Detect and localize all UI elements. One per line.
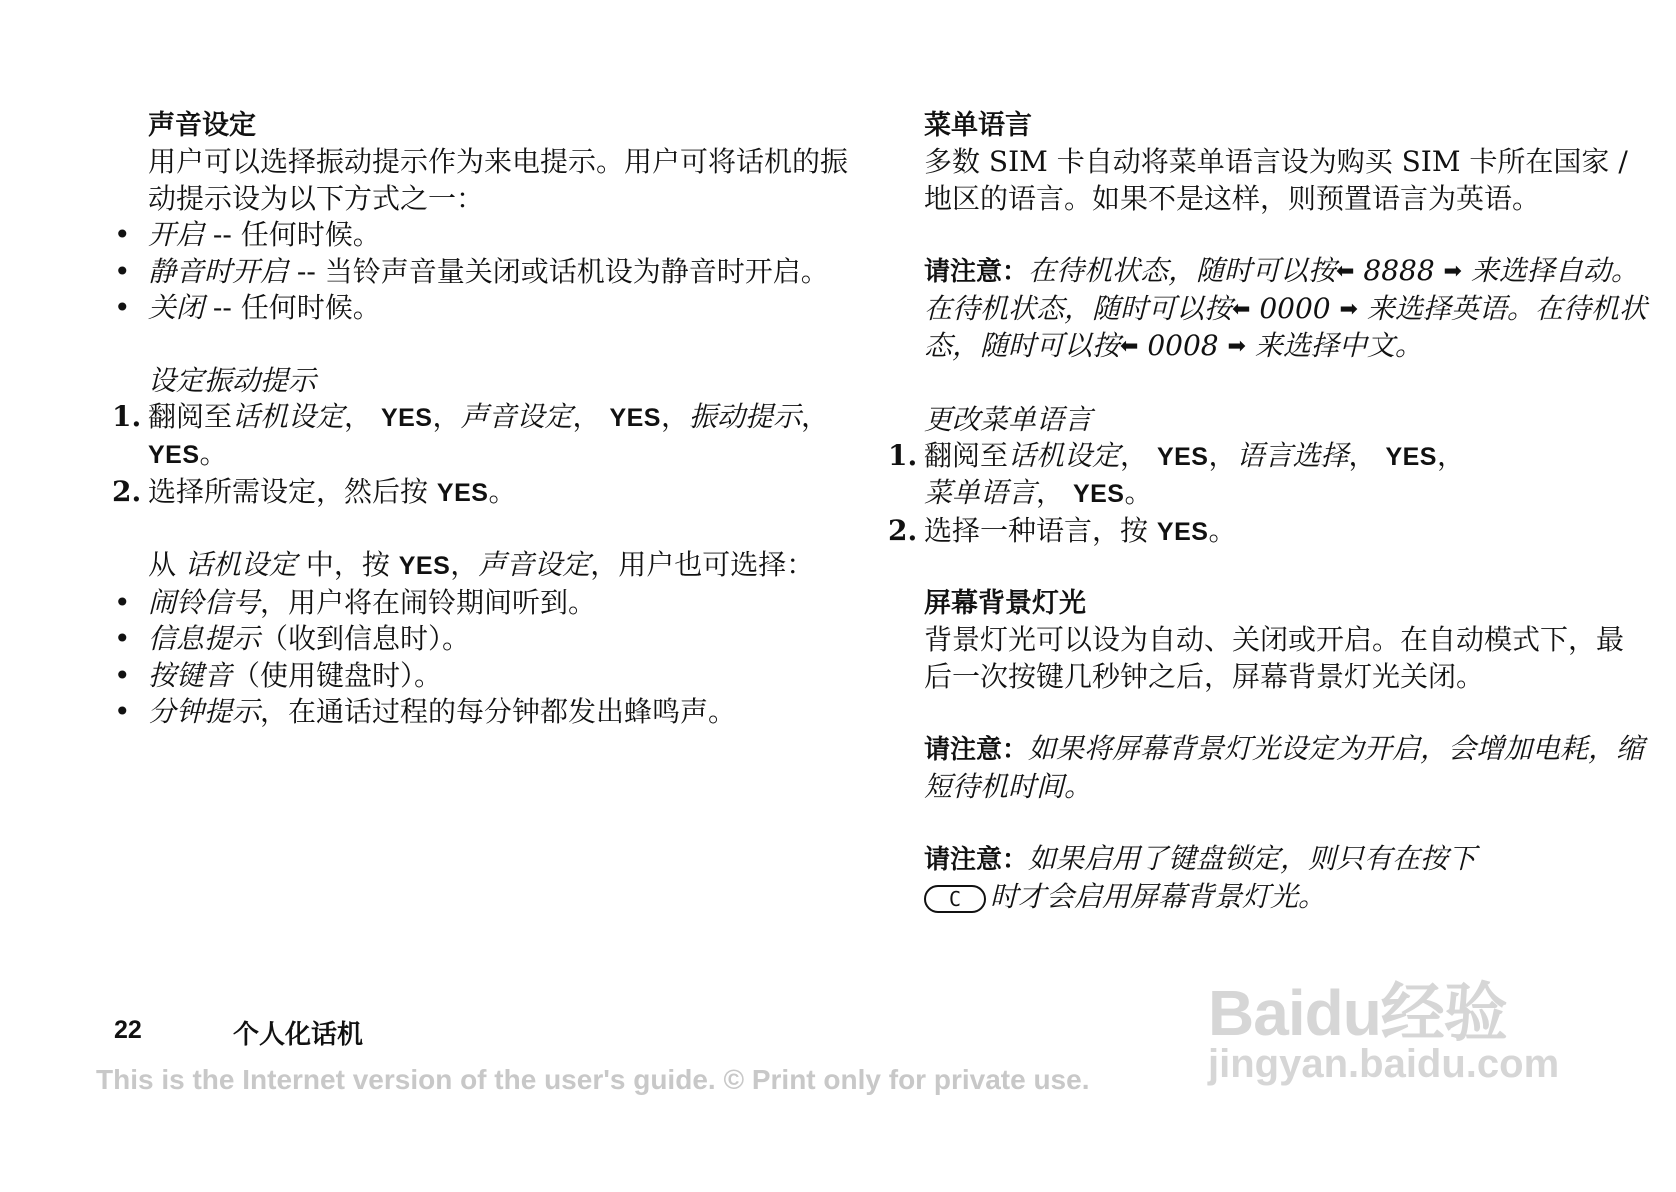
menu-term: 声音设定	[478, 548, 591, 581]
key-code: 0008	[1147, 329, 1219, 362]
list-item	[112, 694, 852, 731]
menu-term: 声音设定	[460, 399, 573, 433]
step-number: 1.	[888, 438, 918, 472]
vibrate-alert-heading: 设定振动提示	[148, 363, 317, 397]
bullet: •	[114, 254, 131, 288]
note-text: 来选择中文。	[1254, 329, 1423, 362]
bullet: •	[114, 218, 131, 251]
left-column	[112, 108, 852, 731]
step-text: 选择一种语言，按	[924, 513, 1157, 547]
yes-key-label: YES	[398, 552, 451, 580]
note-text: 如果启用了键盘锁定，则只有在按下	[1028, 842, 1477, 875]
key-code: 8888	[1363, 254, 1435, 287]
menu-term: 振动提示	[688, 399, 801, 433]
option-term: 分钟提示	[148, 695, 261, 728]
right-arrow-icon: ➡	[1227, 334, 1246, 359]
bullet: •	[114, 622, 131, 655]
right-arrow-icon: ➡	[1443, 259, 1462, 284]
note-backlight-power	[888, 731, 1648, 805]
intro-text: 中，按	[296, 548, 399, 581]
page-number: 22	[114, 1016, 142, 1044]
mode-term: 静音时开启	[148, 254, 289, 288]
punct: 。	[1208, 513, 1237, 547]
note-text: 在待机状态，随时可以按	[1028, 254, 1337, 287]
mode-term: 关闭	[148, 291, 205, 324]
punct: ，	[344, 399, 373, 433]
punct: 。	[488, 474, 517, 508]
right-arrow-icon: ➡	[1339, 296, 1358, 322]
menu-term: 话机设定	[1008, 438, 1121, 472]
punct: ，	[1036, 476, 1065, 509]
note-label: 请注意：	[924, 257, 1029, 287]
menu-term: 话机设定	[232, 399, 345, 433]
mode-separator: --	[204, 291, 241, 324]
bullet: •	[114, 658, 131, 692]
c-key-icon: C	[924, 885, 986, 913]
baidu-watermark	[1208, 962, 1588, 1092]
option-desc: （收到信息时）。	[260, 622, 471, 655]
step-number: 2.	[888, 513, 918, 547]
mode-desc: 任何时候。	[240, 291, 381, 324]
left-arrow-icon: ⬅	[1336, 259, 1355, 284]
step-item	[888, 438, 1648, 513]
list-item	[112, 254, 852, 291]
note-text: 时才会启用屏幕背景灯光。	[990, 879, 1327, 913]
note-keylock	[888, 841, 1648, 915]
list-item	[112, 290, 852, 327]
step-number: 1.	[112, 399, 142, 433]
mode-desc: 当铃声音量关闭或话机设为静音时开启。	[324, 254, 829, 288]
note-text: 来选择自动。在待机状态，随时可以按	[924, 254, 1639, 325]
yes-key-label: YES	[609, 403, 661, 432]
list-item	[112, 658, 852, 695]
backlight-text: 背景灯光可以设为自动、关闭或开启。在自动模式下，最后一次按键几秒钟之后，屏幕背景灯光关闭。	[924, 623, 1625, 693]
list-item	[112, 585, 852, 622]
watermark-logo-text: Baidu经验	[1208, 977, 1507, 1049]
yes-key-label: YES	[380, 403, 433, 432]
step-text: 翻阅至	[148, 399, 233, 433]
punct: ，	[1348, 438, 1377, 472]
watermark-url: jingyan.baidu.com	[1208, 1042, 1560, 1086]
intro-text: ，用户也可选择：	[590, 548, 815, 581]
punct: ，	[1120, 438, 1149, 472]
mode-separator: --	[288, 254, 325, 288]
punct: ，	[450, 548, 479, 581]
mode-desc: 任何时候。	[240, 218, 381, 251]
punct: ，	[660, 399, 689, 433]
step-text: 翻阅至	[924, 438, 1009, 472]
punct: ，	[1436, 438, 1465, 472]
list-item	[112, 621, 852, 658]
bullet: •	[114, 695, 131, 728]
step-text: 选择所需设定，然后按	[148, 474, 437, 508]
menu-term: 话机设定	[184, 548, 297, 581]
step-item	[888, 513, 1648, 551]
yes-key-label: YES	[1156, 442, 1209, 471]
step-item	[112, 474, 852, 512]
more-options-intro	[112, 547, 852, 585]
menu-term: 菜单语言	[924, 476, 1037, 509]
menu-term: 语言选择	[1236, 438, 1349, 472]
change-language-heading: 更改菜单语言	[924, 402, 1093, 436]
left-arrow-icon: ⬅	[1232, 296, 1251, 322]
key-code: 0000	[1259, 291, 1331, 325]
note-language-codes	[888, 253, 1648, 366]
left-arrow-icon: ⬅	[1120, 334, 1139, 359]
yes-key-label: YES	[148, 441, 200, 469]
option-desc: （使用键盘时）。	[232, 658, 443, 692]
option-desc: ，用户将在闹铃期间听到。	[260, 585, 597, 619]
option-term: 闹铃信号	[148, 585, 261, 619]
mode-term: 开启	[148, 218, 205, 251]
backlight-heading: 屏幕背景灯光	[924, 588, 1086, 619]
yes-key-label: YES	[1072, 480, 1125, 508]
menu-language-heading: 菜单语言	[924, 110, 1032, 141]
sound-settings-intro: 用户可以选择振动提示作为来电提示。用户可将话机的振动提示设为以下方式之一：	[148, 145, 849, 215]
step-number: 2.	[112, 474, 142, 508]
right-column	[888, 108, 1648, 915]
yes-key-label: YES	[436, 478, 489, 507]
list-item	[112, 217, 852, 254]
punct: 。	[199, 437, 228, 470]
note-label: 请注意：	[924, 845, 1029, 875]
punct: 。	[1124, 476, 1153, 509]
punct: ，	[572, 399, 601, 433]
option-term: 按键音	[148, 658, 233, 692]
sound-settings-heading: 声音设定	[148, 110, 256, 141]
menu-language-text: 多数 SIM 卡自动将菜单语言设为购买 SIM 卡所在国家 / 地区的语言。如果不是这样，则预置语言为英语。	[924, 145, 1628, 215]
punct: ，	[432, 399, 461, 433]
section-title: 个人化话机	[233, 1020, 364, 1050]
punct: ，	[1208, 438, 1237, 472]
mode-separator: --	[204, 218, 241, 251]
note-text: 如果将屏幕背景灯光设定为开启，会增加电耗，缩短待机时间。	[924, 732, 1645, 803]
note-label: 请注意：	[924, 735, 1029, 765]
note-text: 来选择英语。在待机状态，随时可以按	[924, 291, 1647, 362]
yes-key-label: YES	[1385, 442, 1437, 471]
yes-key-label: YES	[1156, 517, 1209, 546]
step-item	[112, 399, 852, 474]
option-desc: ，在通话过程的每分钟都发出蜂鸣声。	[260, 695, 737, 728]
punct: ，	[801, 399, 830, 433]
intro-text: 从	[148, 548, 185, 581]
disclaimer-text: This is the Internet version of the user's guide. © Print only for private use.	[96, 1064, 1090, 1095]
bullet: •	[114, 585, 131, 619]
bullet: •	[114, 291, 131, 324]
option-term: 信息提示	[148, 622, 261, 655]
